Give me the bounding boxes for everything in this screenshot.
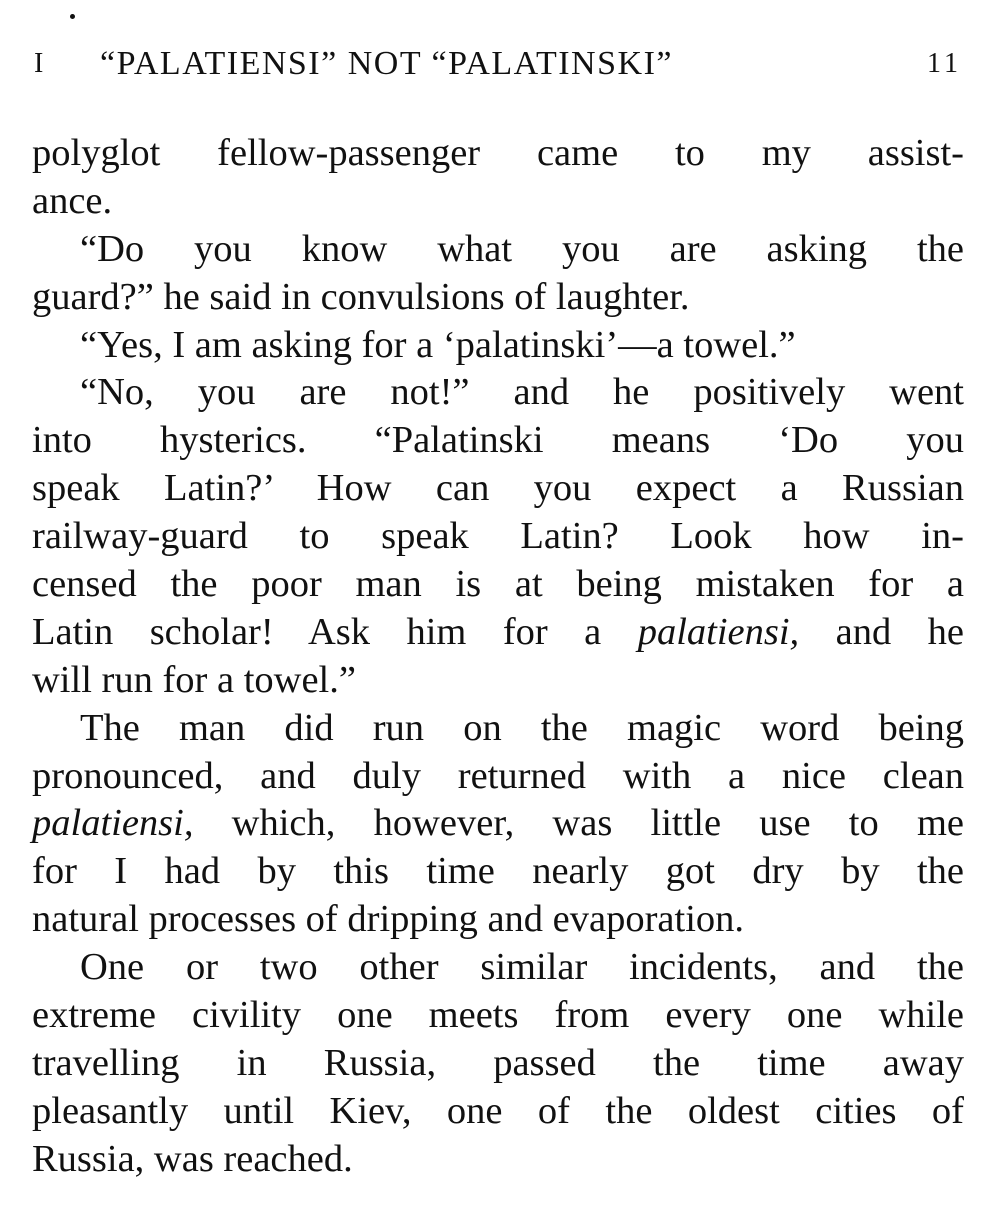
page-number: 11 — [927, 48, 962, 79]
text-line: extreme civility one meets from every one while — [32, 994, 964, 1037]
text-line: pleasantly until Kiev, one of the oldest cities of — [32, 1089, 964, 1132]
italic-word: palatiensi, — [637, 610, 800, 653]
text-line — [32, 609, 964, 657]
text-line: travelling in Russia, passed the time away — [32, 1041, 964, 1084]
text-segment: which, however, was little use to me — [193, 802, 964, 845]
text-line: pronounced, and duly returned with a nice clean — [32, 754, 964, 797]
text-line: “Yes, I am asking for a ‘palatinski’—a towel.” — [80, 323, 796, 366]
running-head-marker: I — [34, 48, 45, 79]
text-line: guard?” he said in convulsions of laughter. — [32, 275, 690, 318]
text-line: railway-guard to speak Latin? Look how in- — [32, 515, 964, 558]
text-line: ance. — [32, 179, 113, 222]
italic-word: palatiensi, — [32, 802, 194, 845]
text-line: for I had by this time nearly got dry by the — [32, 850, 964, 893]
text-line: One or two other similar incidents, and the — [80, 946, 964, 989]
running-head — [34, 42, 962, 86]
running-head-title: “PALATIENSI” NOT “PALATINSKI” — [100, 45, 673, 82]
text-line: The man did run on the magic word being — [80, 706, 964, 749]
body-text — [32, 130, 964, 1184]
text-line: “Do you know what you are asking the — [80, 227, 964, 270]
text-segment: Latin scholar! Ask him for a — [32, 610, 638, 653]
text-line: Russia, was reached. — [32, 1137, 353, 1180]
text-line — [32, 800, 964, 848]
text-line: polyglot fellow-passenger came to my assist- — [32, 132, 964, 174]
text-line: into hysterics. “Palatinski means ‘Do you — [32, 419, 964, 462]
text-line: “No, you are not!” and he positively went — [80, 371, 964, 414]
text-line: censed the poor man is at being mistaken for a — [32, 563, 964, 606]
text-segment: and he — [799, 610, 965, 653]
ink-speck — [70, 14, 75, 19]
text-line: natural processes of dripping and evaporation. — [32, 898, 745, 941]
text-line: speak Latin?’ How can you expect a Russian — [32, 467, 964, 510]
text-line: will run for a towel.” — [32, 658, 356, 701]
